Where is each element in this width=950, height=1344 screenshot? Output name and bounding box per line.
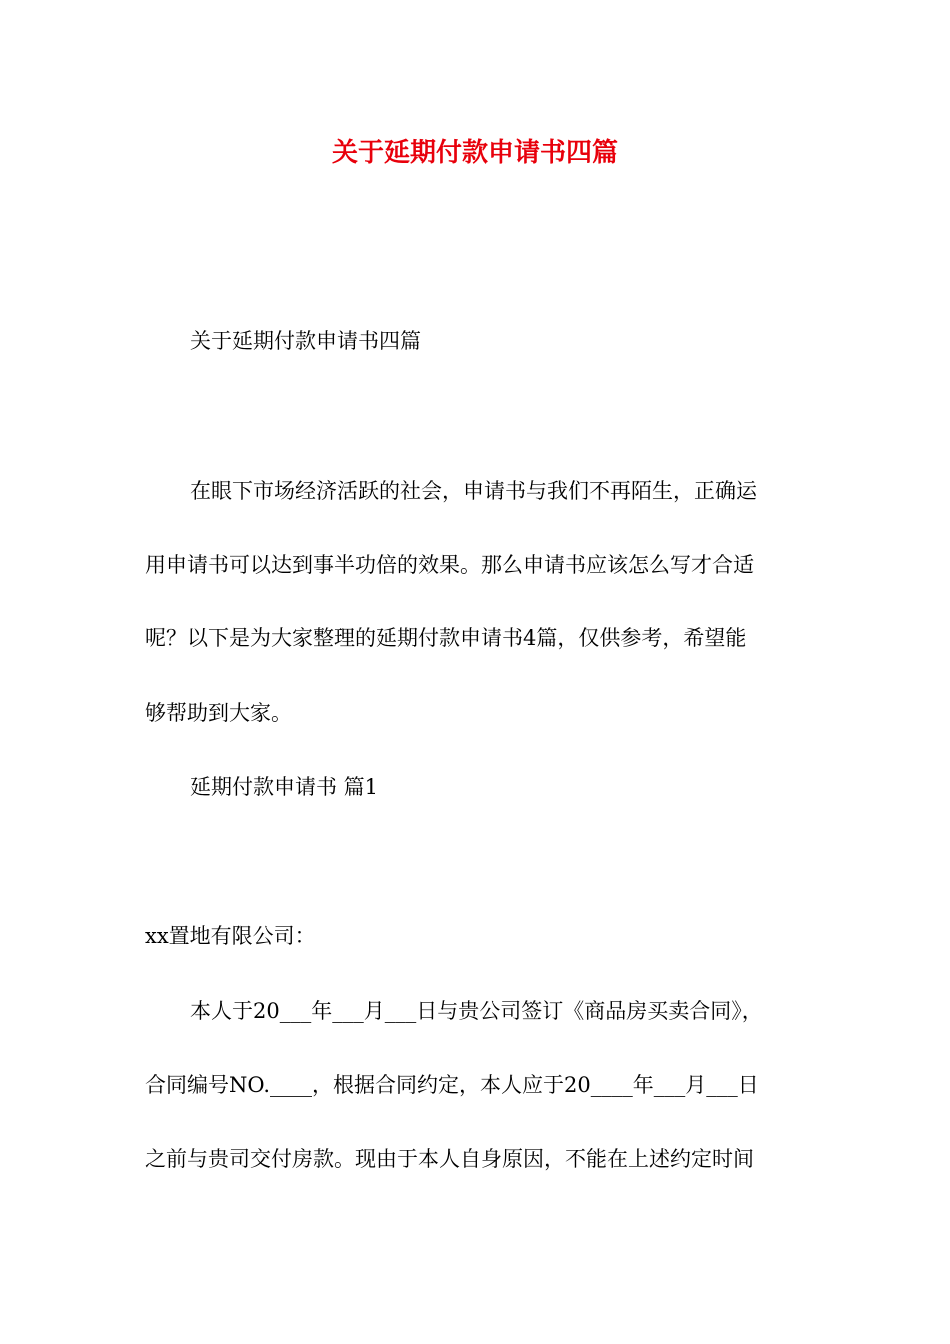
body-line-2: 合同编号NO.____，根据合同约定，本人应于20____年___月___日 (145, 1073, 759, 1097)
body-line-3: 之前与贵司交付房款。现由于本人自身原因，不能在上述约定时间 (145, 1147, 754, 1171)
intro-line-4: 够帮助到大家。 (145, 701, 292, 725)
document-title: 关于延期付款申请书四篇 (331, 138, 618, 168)
intro-line-1: 在眼下市场经济活跃的社会，申请书与我们不再陌生，正确运 (190, 479, 757, 503)
salutation: xx置地有限公司： (145, 924, 316, 948)
intro-line-2: 用申请书可以达到事半功倍的效果。那么申请书应该怎么写才合适 (145, 553, 754, 577)
document-subtitle: 关于延期付款申请书四篇 (190, 329, 421, 353)
body-line-1: 本人于20___年___月___日与贵公司签订《商品房买卖合同》， (190, 999, 763, 1023)
section-heading: 延期付款申请书 篇1 (190, 775, 379, 799)
intro-line-3: 呢？以下是为大家整理的延期付款申请书4篇，仅供参考，希望能 (145, 626, 747, 650)
